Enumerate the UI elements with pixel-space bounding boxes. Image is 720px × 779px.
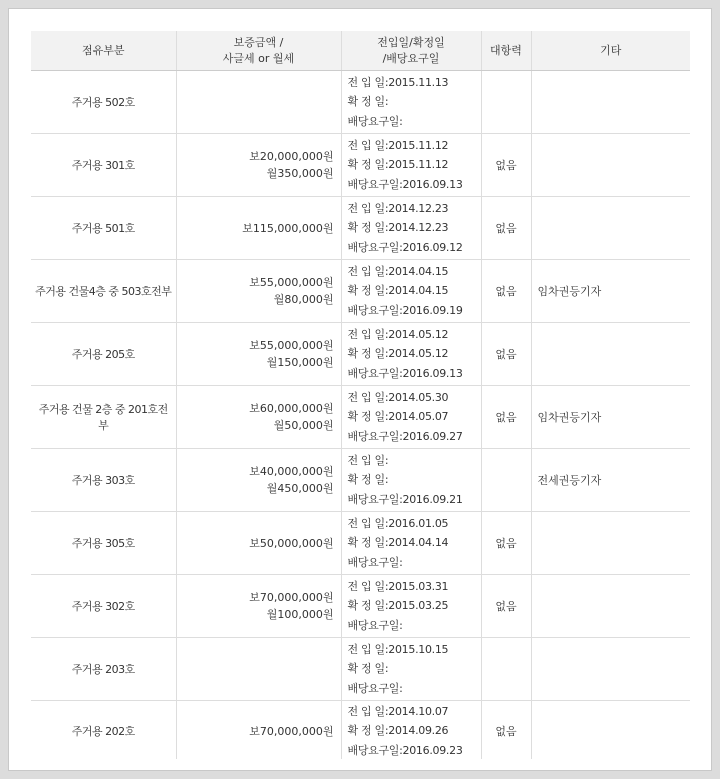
header-etc: 기타 bbox=[531, 31, 690, 71]
dividend-claim-date: 배당요구일:2016.09.19 bbox=[347, 303, 463, 317]
move-in-date: 전 입 일: bbox=[347, 453, 389, 467]
table-row bbox=[31, 575, 690, 638]
cell-contest: 없음 bbox=[481, 512, 531, 575]
deposit-amount: 보60,000,000원 bbox=[249, 402, 334, 415]
cell-deposit bbox=[176, 638, 341, 701]
dividend-claim-date: 배당요구일: bbox=[347, 681, 403, 695]
cell-part: 주거용 건물4층 중 503호전부 bbox=[31, 260, 176, 323]
table-row bbox=[31, 638, 690, 701]
cell-part: 주거용 303호 bbox=[31, 449, 176, 512]
header-part: 점유부분 bbox=[31, 31, 176, 71]
cell-part: 주거용 305호 bbox=[31, 512, 176, 575]
cell-dates bbox=[341, 512, 481, 575]
table-row bbox=[31, 323, 690, 386]
cell-etc: 임차권등기자 bbox=[531, 386, 690, 449]
monthly-rent: 월350,000원 bbox=[266, 167, 334, 180]
dividend-claim-date: 배당요구일: bbox=[347, 114, 403, 128]
table-row bbox=[31, 701, 690, 760]
cell-dates bbox=[341, 638, 481, 701]
deposit-amount: 보55,000,000원 bbox=[249, 339, 334, 352]
cell-dates bbox=[341, 449, 481, 512]
cell-etc bbox=[531, 323, 690, 386]
cell-dates bbox=[341, 323, 481, 386]
deposit-amount: 보70,000,000원 bbox=[249, 591, 334, 604]
cell-contest: 없음 bbox=[481, 701, 531, 760]
page-frame bbox=[8, 8, 712, 771]
cell-deposit bbox=[176, 512, 341, 575]
cell-part: 주거용 501호 bbox=[31, 197, 176, 260]
cell-deposit bbox=[176, 323, 341, 386]
cell-deposit bbox=[176, 449, 341, 512]
deposit-amount: 보70,000,000원 bbox=[249, 724, 334, 738]
cell-dates bbox=[341, 575, 481, 638]
cell-part: 주거용 건물 2층 중 201호전부 bbox=[31, 386, 176, 449]
dividend-claim-date: 배당요구일:2016.09.27 bbox=[347, 429, 463, 443]
dividend-claim-date: 배당요구일:2016.09.21 bbox=[347, 492, 463, 506]
cell-dates bbox=[341, 197, 481, 260]
dividend-claim-date: 배당요구일: bbox=[347, 618, 403, 632]
header-dates-line2: /배당요구일 bbox=[382, 51, 440, 65]
header-dates-line1: 전입일/확정일 bbox=[377, 35, 445, 49]
cell-deposit bbox=[176, 386, 341, 449]
header-contest: 대항력 bbox=[481, 31, 531, 71]
cell-deposit bbox=[176, 701, 341, 760]
monthly-rent: 월100,000원 bbox=[266, 608, 334, 621]
tenant-table bbox=[31, 31, 690, 759]
tenant-table-container bbox=[31, 31, 690, 759]
move-in-date: 전 입 일:2015.03.31 bbox=[347, 579, 449, 593]
confirmed-date: 확 정 일:2015.11.12 bbox=[347, 158, 449, 172]
header-dates bbox=[341, 31, 481, 71]
cell-etc bbox=[531, 71, 690, 134]
table-row bbox=[31, 71, 690, 134]
confirmed-date: 확 정 일:2015.03.25 bbox=[347, 599, 449, 613]
move-in-date: 전 입 일:2016.01.05 bbox=[347, 516, 449, 530]
dividend-claim-date: 배당요구일: bbox=[347, 555, 403, 569]
table-row bbox=[31, 512, 690, 575]
cell-dates bbox=[341, 701, 481, 760]
cell-deposit bbox=[176, 197, 341, 260]
table-row bbox=[31, 449, 690, 512]
monthly-rent: 월150,000원 bbox=[266, 356, 334, 369]
header-row bbox=[31, 31, 690, 71]
confirmed-date: 확 정 일: bbox=[347, 473, 389, 487]
cell-part: 주거용 205호 bbox=[31, 323, 176, 386]
cell-part: 주거용 202호 bbox=[31, 701, 176, 760]
deposit-amount: 보40,000,000원 bbox=[249, 465, 334, 478]
confirmed-date: 확 정 일:2014.04.15 bbox=[347, 284, 449, 298]
move-in-date: 전 입 일:2015.10.15 bbox=[347, 642, 449, 656]
confirmed-date: 확 정 일:2014.12.23 bbox=[347, 221, 449, 235]
cell-dates bbox=[341, 134, 481, 197]
cell-contest: 없음 bbox=[481, 134, 531, 197]
cell-contest bbox=[481, 71, 531, 134]
dividend-claim-date: 배당요구일:2016.09.13 bbox=[347, 177, 463, 191]
confirmed-date: 확 정 일:2014.05.07 bbox=[347, 410, 449, 424]
monthly-rent: 월50,000원 bbox=[273, 419, 334, 432]
deposit-amount: 보115,000,000원 bbox=[242, 221, 334, 235]
cell-etc bbox=[531, 701, 690, 760]
cell-dates bbox=[341, 71, 481, 134]
cell-part: 주거용 203호 bbox=[31, 638, 176, 701]
cell-deposit bbox=[176, 575, 341, 638]
move-in-date: 전 입 일:2015.11.12 bbox=[347, 138, 449, 152]
confirmed-date: 확 정 일: bbox=[347, 662, 389, 676]
cell-deposit bbox=[176, 260, 341, 323]
cell-part: 주거용 502호 bbox=[31, 71, 176, 134]
cell-contest bbox=[481, 638, 531, 701]
move-in-date: 전 입 일:2014.05.12 bbox=[347, 327, 449, 341]
table-row bbox=[31, 260, 690, 323]
cell-etc bbox=[531, 197, 690, 260]
cell-etc bbox=[531, 512, 690, 575]
cell-etc bbox=[531, 575, 690, 638]
header-deposit bbox=[176, 31, 341, 71]
monthly-rent: 월450,000원 bbox=[266, 482, 334, 495]
cell-deposit bbox=[176, 71, 341, 134]
move-in-date: 전 입 일:2014.12.23 bbox=[347, 201, 449, 215]
cell-contest: 없음 bbox=[481, 575, 531, 638]
header-deposit-line1: 보증금액 / bbox=[233, 35, 284, 49]
cell-etc bbox=[531, 134, 690, 197]
cell-deposit bbox=[176, 134, 341, 197]
monthly-rent: 월80,000원 bbox=[273, 293, 334, 306]
deposit-amount: 보20,000,000원 bbox=[249, 150, 334, 163]
confirmed-date: 확 정 일:2014.05.12 bbox=[347, 347, 449, 361]
deposit-amount: 보50,000,000원 bbox=[249, 536, 334, 550]
confirmed-date: 확 정 일: bbox=[347, 95, 389, 109]
confirmed-date: 확 정 일:2014.04.14 bbox=[347, 536, 449, 550]
cell-dates bbox=[341, 260, 481, 323]
move-in-date: 전 입 일:2014.04.15 bbox=[347, 264, 449, 278]
move-in-date: 전 입 일:2015.11.13 bbox=[347, 75, 449, 89]
cell-contest: 없음 bbox=[481, 197, 531, 260]
table-header bbox=[31, 31, 690, 71]
deposit-amount: 보55,000,000원 bbox=[249, 276, 334, 289]
cell-etc bbox=[531, 638, 690, 701]
cell-dates bbox=[341, 386, 481, 449]
header-deposit-line2: 사글세 or 월세 bbox=[222, 51, 295, 65]
cell-etc: 전세권등기자 bbox=[531, 449, 690, 512]
confirmed-date: 확 정 일:2014.09.26 bbox=[347, 724, 449, 738]
cell-part: 주거용 302호 bbox=[31, 575, 176, 638]
table-body bbox=[31, 71, 690, 760]
move-in-date: 전 입 일:2014.10.07 bbox=[347, 704, 449, 718]
table-row bbox=[31, 197, 690, 260]
cell-etc: 임차권등기자 bbox=[531, 260, 690, 323]
cell-part: 주거용 301호 bbox=[31, 134, 176, 197]
cell-contest: 없음 bbox=[481, 260, 531, 323]
dividend-claim-date: 배당요구일:2016.09.13 bbox=[347, 366, 463, 380]
dividend-claim-date: 배당요구일:2016.09.23 bbox=[347, 743, 463, 757]
move-in-date: 전 입 일:2014.05.30 bbox=[347, 390, 449, 404]
cell-contest bbox=[481, 449, 531, 512]
cell-contest: 없음 bbox=[481, 323, 531, 386]
table-row bbox=[31, 134, 690, 197]
table-row bbox=[31, 386, 690, 449]
dividend-claim-date: 배당요구일:2016.09.12 bbox=[347, 240, 463, 254]
cell-contest: 없음 bbox=[481, 386, 531, 449]
